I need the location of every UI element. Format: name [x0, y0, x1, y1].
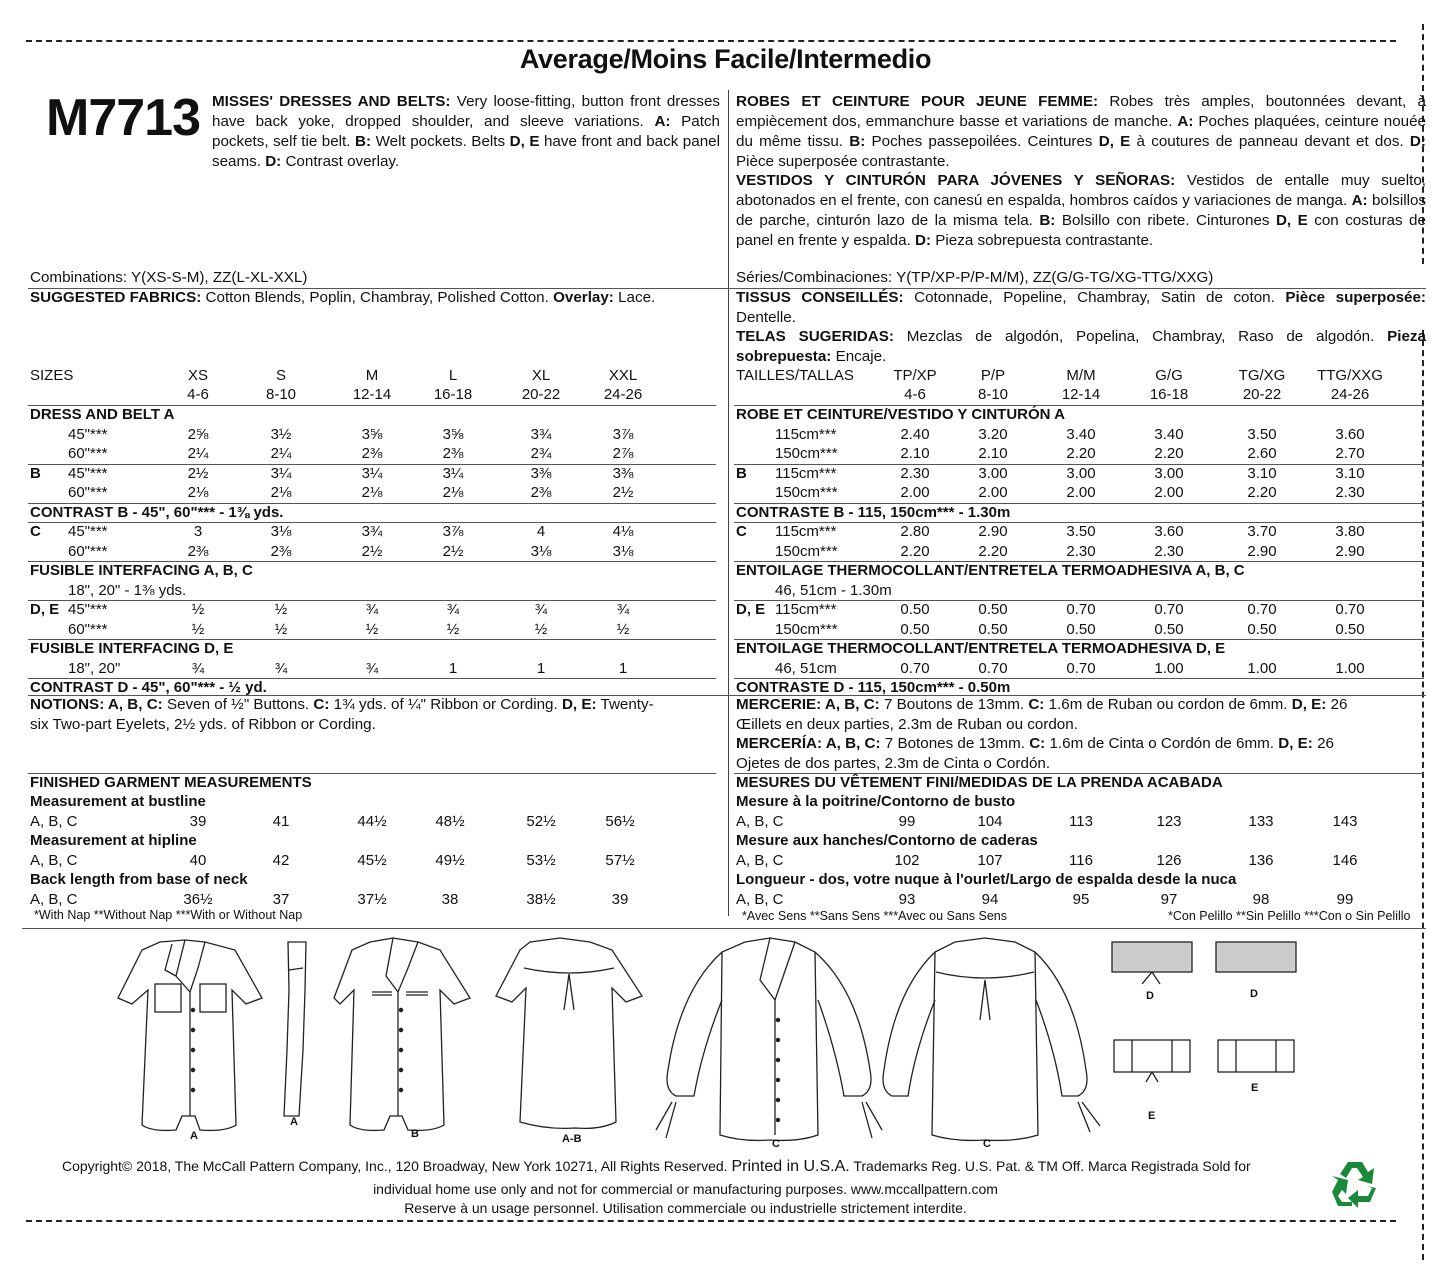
yardage-value: 3.10: [1247, 464, 1277, 482]
fabric-width: 60"***: [68, 445, 108, 462]
yardage-value: 2¼: [270, 445, 292, 462]
size-range: 24-26: [1330, 386, 1370, 403]
yardage-value: 1.00: [1154, 659, 1184, 677]
yardage-value: 4: [536, 523, 546, 540]
yardage-value: 3.10: [1335, 464, 1365, 482]
yardage-value: 0.50: [1154, 620, 1184, 638]
size-range: 8-10: [265, 386, 297, 403]
yardage-value: 2.90: [1247, 542, 1277, 560]
measurement-value: 36½: [183, 891, 213, 908]
fabric-width: 150cm***: [775, 445, 838, 462]
measurement-name: Longueur - dos, votre nuque à l'ourlet/Largo de espalda desde la nuca: [736, 871, 1237, 888]
yardage-value: 3¾: [361, 523, 383, 540]
belt-d-illustration: [1112, 942, 1296, 984]
label-a-belt: A: [290, 1116, 298, 1128]
measurement-value: 143: [1332, 813, 1358, 830]
usage-line: individual home use only and not for commercial or manufacturing purposes. www.mccallpattern.com: [373, 1181, 998, 1197]
yardage-value: ¾: [365, 659, 379, 677]
yardage-value: 2.20: [978, 542, 1008, 560]
nap-note-fr: *Avec Sens **Sans Sens ***Avec ou Sans Sens: [742, 909, 1007, 923]
measurement-name: Measurement at hipline: [30, 832, 197, 849]
intro-french: ROBES ET CEINTURE POUR JEUNE FEMME: Robes très amples, boutonnées devant, à empiècement dos, emmanchure basse et variations de manche. A: Poches plaquées, ceinture nouée du même tissu. B: Poches passepoilées. Ceintures D, E à coutures de panneau devant et dos. D: Pièce superposée contrastante.: [736, 93, 1426, 170]
yardage-value: ¾: [616, 601, 630, 618]
intro-english: MISSES' DRESSES AND BELTS: Very loose-fitting, button front dresses have back yoke, dropped shoulder, and sleeve variations. A: Patch pockets, self tie belt. B: Welt pockets. Belts D, E have front and back panel seams. D: Contrast overlay.: [212, 93, 720, 170]
yardage-value: 3¼: [442, 464, 464, 482]
yardage-value: ½: [191, 620, 205, 638]
measurement-value: 38: [441, 891, 459, 908]
measurement-value: 52½: [526, 813, 556, 830]
notions-fr: MERCERIE: A, B, C: 7 Boutons de 13mm. C: 1.6m de Ruban ou cordon de 6mm. D, E: 26 Œillets en deux parties, 2.3m de Ruban ou cordon.: [736, 696, 1348, 733]
yardage-value: 4⅛: [612, 523, 634, 540]
yardage-value: ¾: [365, 601, 379, 618]
size-name: TG/XG: [1238, 367, 1286, 384]
yardage-value: 1.00: [1335, 659, 1365, 677]
yardage-value: 2.00: [900, 484, 930, 501]
label-e: E: [1148, 1110, 1156, 1122]
yardage-value: 2.00: [1154, 484, 1184, 501]
section-note: 18", 20" - 1⅜ yds.: [68, 581, 187, 599]
yardage-value: 2.20: [1154, 445, 1184, 462]
yardage-value: 3.00: [1066, 464, 1096, 482]
yardage-value: 3.40: [1154, 425, 1184, 443]
measurement-value: 136: [1248, 852, 1274, 869]
view-label: C: [30, 523, 41, 540]
measurement-name: Mesure aux hanches/Contorno de caderas: [736, 832, 1038, 849]
fabric-width: 115cm***: [775, 425, 837, 443]
yardage-value: 3.60: [1335, 425, 1365, 443]
dress-a-illustration: [118, 940, 262, 1130]
size-name: S: [275, 367, 286, 384]
yardage-value: ½: [365, 620, 379, 638]
yardage-value: ¾: [191, 659, 205, 677]
yardage-value: 2½: [442, 542, 464, 560]
dress-c-back-illustration: [883, 938, 1100, 1140]
yardage-value: 2.20: [1247, 484, 1277, 501]
measurements-heading: FINISHED GARMENT MEASUREMENTS: [30, 774, 312, 791]
yardage-value: 2¼: [187, 445, 209, 462]
yardage-value: 2.00: [1066, 484, 1096, 501]
measurement-value: 40: [189, 852, 207, 869]
size-name: P/P: [980, 367, 1006, 384]
sizes-label: SIZES: [30, 367, 74, 384]
recycle-icon: [1328, 1158, 1382, 1208]
size-name: L: [448, 367, 458, 384]
yardage-value: 3⅝: [361, 425, 383, 443]
dress-c-illustration: [656, 938, 882, 1140]
yardage-value: 2⅜: [187, 542, 209, 560]
yardage-value: ½: [274, 620, 288, 638]
yardage-value: 3¼: [361, 464, 383, 482]
yardage-value: 2.90: [1335, 542, 1365, 560]
yardage-value: ¾: [446, 601, 460, 618]
yardage-value: 3⅛: [270, 523, 292, 540]
yardage-value: ¾: [274, 659, 288, 677]
yardage-value: 1.00: [1247, 659, 1277, 677]
combinations-en: Combinations: Y(XS-S-M), ZZ(L-XL-XXL): [30, 269, 308, 286]
belt-e-illustration: [1114, 1040, 1294, 1082]
copyright-line: Copyright© 2018, The McCall Pattern Company, Inc., 120 Broadway, New York 10271, All Rights Reserved. Printed in U.S.A. Trademarks Reg. U.S. Pat. & TM Off. Marca Registrada Sold for: [62, 1158, 1251, 1175]
label-b: B: [411, 1128, 419, 1140]
size-range: 8-10: [977, 386, 1009, 403]
belt-a-illustration: [284, 942, 306, 1116]
yardage-value: 0.70: [1066, 659, 1096, 677]
yardage-value: 0.50: [1335, 620, 1365, 638]
measurement-value: 98: [1252, 891, 1270, 908]
size-name: TTG/XXG: [1317, 367, 1383, 384]
measurement-value: 49½: [435, 852, 465, 869]
fabric-width: 60"***: [68, 542, 108, 560]
size-range: 24-26: [603, 386, 643, 403]
size-name: XS: [187, 367, 208, 384]
fabric-width: 150cm***: [775, 484, 838, 501]
nap-note-en: *With Nap **Without Nap ***With or Without Nap: [34, 908, 303, 922]
measurement-value: 104: [977, 813, 1003, 830]
difficulty-title: Average/Moins Facile/Intermedio: [519, 44, 932, 74]
yardage-value: 2.10: [900, 445, 930, 462]
measurement-value: 146: [1332, 852, 1358, 869]
yardage-value: 0.50: [978, 620, 1008, 638]
yardage-value: 2⅛: [442, 484, 464, 501]
view-label: C: [736, 523, 747, 540]
yardage-value: ½: [191, 601, 205, 618]
yardage-value: 3.00: [1154, 464, 1184, 482]
section-heading: FUSIBLE INTERFACING D, E: [30, 640, 234, 657]
view-label: A, B, C: [736, 813, 784, 830]
measurement-value: 53½: [526, 852, 556, 869]
fabric-width: 60"***: [68, 484, 108, 501]
yardage-value: 2½: [361, 542, 383, 560]
yardage-value: 0.70: [978, 659, 1008, 677]
yardage-value: 2.30: [1066, 542, 1096, 560]
top-dashed-line: [26, 40, 1396, 42]
section-heading: CONTRASTE D - 115, 150cm*** - 0.50m: [736, 679, 1011, 696]
reserve-line: Reserve à un usage personnel. Utilisation commerciale ou industrielle strictement interdite.: [404, 1200, 967, 1216]
garment-illustrations: [0, 930, 1451, 1150]
measurement-value: 56½: [605, 813, 635, 830]
fabric-width: 150cm***: [775, 620, 838, 638]
yardage-value: 2.40: [900, 425, 930, 443]
yardage-value: 2⅜: [270, 542, 292, 560]
measurement-value: 95: [1072, 891, 1090, 908]
section-heading: CONTRAST D - 45", 60"*** - ½ yd.: [30, 679, 267, 696]
measurement-value: 57½: [605, 852, 635, 869]
fabric-width: 45"***: [68, 601, 108, 618]
yardage-value: 3¼: [270, 464, 292, 482]
fabric-width: 115cm***: [775, 601, 837, 618]
yardage-value: 2.80: [900, 523, 930, 540]
size-name: TP/XP: [893, 367, 937, 384]
measurement-value: 123: [1156, 813, 1182, 830]
yardage-value: 2¾: [530, 445, 552, 462]
yardage-value: 2.10: [978, 445, 1008, 462]
size-range: 16-18: [433, 386, 473, 403]
yardage-value: ½: [274, 601, 288, 618]
size-range: 4-6: [904, 386, 926, 403]
measurement-value: 38½: [526, 891, 556, 908]
sizes-label: TAILLES/TALLAS: [736, 367, 854, 384]
measurement-value: 116: [1069, 852, 1093, 869]
label-e-2: E: [1251, 1082, 1259, 1094]
measurement-value: 97: [1160, 891, 1178, 908]
measurement-value: 44½: [357, 813, 387, 830]
fabric-width: 46, 51cm: [775, 659, 837, 677]
section-heading: CONTRAST B - 45", 60"*** - 1⅜ yds.: [30, 503, 284, 521]
yardage-value: 3⅛: [612, 542, 634, 560]
yardage-value: ¾: [534, 601, 548, 618]
view-label: A, B, C: [30, 813, 78, 830]
measurement-value: 42: [272, 852, 290, 869]
yardage-value: 2.30: [1154, 542, 1184, 560]
measurement-value: 102: [894, 852, 920, 869]
view-label: A, B, C: [736, 891, 784, 908]
yardage-value: 0.50: [1247, 620, 1277, 638]
label-c: C: [772, 1138, 780, 1150]
measurement-value: 39: [189, 813, 207, 830]
view-label: D, E: [30, 601, 60, 618]
section-heading: ROBE ET CEINTURE/VESTIDO Y CINTURÓN A: [736, 406, 1065, 423]
fabric-width: 18", 20": [68, 659, 121, 677]
yardage-value: 2.30: [900, 464, 930, 482]
yardage-value: 3½: [270, 425, 292, 443]
size-name: M: [365, 367, 379, 384]
yardage-value: 2.20: [900, 542, 930, 560]
dress-b-illustration: [334, 938, 470, 1130]
bottom-dashed-line: [26, 1220, 1396, 1222]
combinations-fr: Séries/Combinaciones: Y(TP/XP-P/P-M/M), ZZ(G/G-TG/XG-TTG/XXG): [736, 269, 1214, 286]
yardage-value: 3⅞: [612, 425, 634, 443]
label-c-back: C: [983, 1138, 991, 1150]
yardage-value: 2.00: [978, 484, 1008, 501]
section-note: 46, 51cm - 1.30m: [775, 581, 892, 599]
view-label: A, B, C: [30, 891, 78, 908]
yardage-value: 0.70: [1154, 601, 1184, 618]
measurement-value: 126: [1156, 852, 1182, 869]
yardage-value: 3⅞: [442, 523, 464, 540]
notions-en: NOTIONS: A, B, C: Seven of ½" Buttons. C: 1¾ yds. of ¼" Ribbon or Cording. D, E: Twenty- six Two-part Eyelets, 2½ yds. of Ribbon or Cording.: [30, 696, 654, 733]
fabric-width: 60"***: [68, 620, 108, 638]
yardage-value: 3.40: [1066, 425, 1096, 443]
yardage-value: 3⅜: [612, 464, 634, 482]
yardage-value: 3.00: [978, 464, 1008, 482]
view-label: B: [736, 464, 747, 482]
measurement-value: 39: [611, 891, 629, 908]
yardage-value: 0.70: [1247, 601, 1277, 618]
yardage-value: 1: [618, 659, 628, 677]
fabric-width: 45"***: [68, 425, 108, 443]
measurement-value: 37: [272, 891, 290, 908]
size-range: 12-14: [1061, 386, 1101, 403]
view-label: A, B, C: [736, 852, 784, 869]
yardage-value: 2.20: [1066, 445, 1096, 462]
yardage-value: 3⅜: [530, 464, 552, 482]
section-heading: CONTRASTE B - 115, 150cm*** - 1.30m: [736, 503, 1011, 521]
yardage-value: 2⅜: [361, 445, 383, 462]
yardage-value: 2.90: [978, 523, 1008, 540]
fabric-width: 115cm***: [775, 523, 837, 540]
measurement-value: 48½: [435, 813, 465, 830]
divider: [22, 928, 1426, 929]
notions-es: MERCERÍA: A, B, C: 7 Botones de 13mm. C: 1.6m de Cinta o Cordón de 6mm. D, E: 26 Ojetes de dos partes, 2.3m de Cinta o Cordón.: [736, 735, 1334, 772]
measurement-value: 133: [1248, 813, 1274, 830]
yardage-value: ½: [616, 620, 630, 638]
pattern-number: M7713: [46, 89, 200, 147]
measurement-name: Mesure à la poitrine/Contorno de busto: [736, 793, 1016, 810]
yardage-value: 3.70: [1247, 523, 1277, 540]
view-label: D, E: [736, 601, 766, 618]
yardage-value: 3.50: [1247, 425, 1277, 443]
measurement-value: 99: [898, 813, 916, 830]
dress-ab-back-illustration: [496, 938, 642, 1128]
yardage-value: 0.50: [1066, 620, 1096, 638]
size-range: 16-18: [1149, 386, 1189, 403]
size-range: 12-14: [352, 386, 392, 403]
measurement-value: 107: [977, 852, 1003, 869]
yardage-value: 3⅛: [530, 542, 552, 560]
yardage-value: 0.50: [900, 601, 930, 618]
yardage-value: 3: [193, 523, 203, 540]
label-a: A: [190, 1130, 198, 1142]
fabrics-fr: TISSUS CONSEILLÉS: Cotonnade, Popeline, Chambray, Satin de coton. Pièce superposée: Dentelle.: [736, 289, 1426, 326]
fabric-width: 150cm***: [775, 542, 838, 560]
yardage-value: 2⅜: [442, 445, 464, 462]
yardage-value: 2½: [612, 484, 634, 501]
measurement-value: 99: [1336, 891, 1354, 908]
measurement-value: 94: [981, 891, 999, 908]
yardage-value: 3.80: [1335, 523, 1365, 540]
yardage-value: 2⅛: [361, 484, 383, 501]
size-range: 20-22: [1242, 386, 1282, 403]
measurement-value: 37½: [357, 891, 387, 908]
measurement-name: Measurement at bustline: [30, 793, 206, 810]
yardage-value: 2⅝: [187, 425, 209, 443]
yardage-value: 2.30: [1335, 484, 1365, 501]
label-ab: A-B: [562, 1133, 582, 1145]
yardage-value: 2⅛: [270, 484, 292, 501]
measurements-heading: MESURES DU VÊTEMENT FINI/MEDIDAS DE LA PRENDA ACABADA: [736, 774, 1223, 791]
yardage-value: 3⅝: [442, 425, 464, 443]
size-range: 4-6: [187, 386, 209, 403]
fabrics-es: TELAS SUGERIDAS: Mezclas de algodón, Popelina, Chambray, Raso de algodón. Pieza sobrepuesta: Encaje.: [736, 328, 1426, 365]
section-heading: ENTOILAGE THERMOCOLLANT/ENTRETELA TERMOADHESIVA A, B, C: [736, 562, 1245, 579]
fabric-width: 115cm***: [775, 464, 837, 482]
label-d-2: D: [1250, 988, 1258, 1000]
measurement-value: 93: [898, 891, 916, 908]
nap-note-es: *Con Pelillo **Sin Pelillo ***Con o Sin Pelillo: [1168, 909, 1411, 923]
yardage-value: 1: [536, 659, 546, 677]
yardage-value: 0.70: [900, 659, 930, 677]
size-name: M/M: [1066, 367, 1096, 384]
yardage-value: 0.70: [1066, 601, 1096, 618]
yardage-value: 0.50: [978, 601, 1008, 618]
yardage-value: 2.60: [1247, 445, 1277, 462]
measurement-value: 113: [1069, 813, 1093, 830]
measurement-name: Back length from base of neck: [30, 871, 248, 888]
yardage-value: 3¾: [530, 425, 552, 443]
fabric-width: 45"***: [68, 464, 108, 482]
yardage-value: ½: [446, 620, 460, 638]
size-name: G/G: [1155, 367, 1183, 384]
section-heading: FUSIBLE INTERFACING A, B, C: [30, 562, 253, 579]
size-name: XXL: [608, 367, 638, 384]
fabrics-en: SUGGESTED FABRICS: Cotton Blends, Poplin, Chambray, Polished Cotton. Overlay: Lace.: [30, 289, 656, 306]
fabric-width: 45"***: [68, 523, 108, 540]
yardage-value: 2½: [187, 464, 209, 482]
yardage-value: 0.50: [900, 620, 930, 638]
yardage-value: 3.50: [1066, 523, 1096, 540]
section-heading: DRESS AND BELT A: [30, 406, 175, 423]
size-range: 20-22: [521, 386, 561, 403]
measurement-value: 45½: [357, 852, 387, 869]
view-label: A, B, C: [30, 852, 78, 869]
measurement-value: 41: [272, 813, 290, 830]
section-heading: ENTOILAGE THERMOCOLLANT/ENTRETELA TERMOADHESIVA D, E: [736, 640, 1226, 657]
yardage-value: 2⅜: [530, 484, 552, 501]
yardage-value: 2⅛: [187, 484, 209, 501]
yardage-value: 1: [448, 659, 458, 677]
yardage-value: 0.70: [1335, 601, 1365, 618]
yardage-value: ½: [534, 620, 548, 638]
intro-spanish: VESTIDOS Y CINTURÓN PARA JÓVENES Y SEÑORAS: Vestidos de entalle muy suelto, abotonados en el frente, con canesú en espalda, hombros caídos y variaciones de manga. A: bolsillos de parche, cinturón lazo de la misma tela. B: Bolsillo con ribete. Cinturones D, E con costuras de panel en frente y espalda. D: Pieza sobrepuesta contrastante.: [736, 172, 1426, 249]
column-divider: [728, 90, 729, 916]
label-d: D: [1146, 990, 1154, 1002]
yardage-value: 3.20: [978, 425, 1008, 443]
yardage-value: 2⅞: [612, 445, 634, 462]
view-label: B: [30, 464, 41, 482]
yardage-value: 2.70: [1335, 445, 1365, 462]
yardage-value: 3.60: [1154, 523, 1184, 540]
size-name: XL: [531, 367, 551, 384]
